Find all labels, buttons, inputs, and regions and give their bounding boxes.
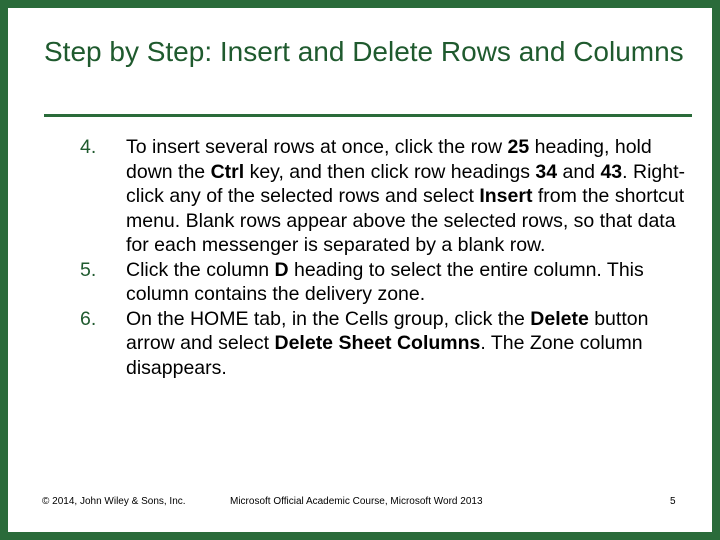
step-text-bold: 34 <box>535 160 558 183</box>
step-text-segment: heading to select the entire column. This column contains the delivery zone. <box>126 258 644 305</box>
step-item <box>80 135 690 258</box>
step-text-bold: Delete Sheet Columns <box>274 332 481 354</box>
step-text-bold: Insert <box>479 185 533 207</box>
steps-list <box>80 135 690 380</box>
step-text-segment: and <box>557 160 601 183</box>
step-item <box>80 258 690 307</box>
step-text-segment: heading, hold down the <box>126 136 652 183</box>
footer-copyright: © 2014, John Wiley & Sons, Inc. <box>42 496 186 507</box>
step-text-bold: 25 <box>507 136 530 158</box>
slide-title: Step by Step: Insert and Delete Rows and Columns <box>44 36 684 67</box>
step-text-bold: 43 <box>600 160 623 183</box>
page-number: 5 <box>670 496 676 507</box>
step-text <box>126 135 690 258</box>
step-number: 6. <box>80 307 97 330</box>
step-text-bold: D <box>274 258 289 281</box>
slide-footer <box>8 495 712 509</box>
step-number: 4. <box>80 136 97 158</box>
step-text <box>126 307 690 381</box>
step-text-bold: Ctrl <box>210 160 245 183</box>
step-number: 5. <box>80 258 97 281</box>
step-text-segment: button arrow and select <box>126 307 649 354</box>
step-text-segment: key, and then click row headings <box>244 160 536 183</box>
step-item <box>80 307 690 381</box>
title-divider <box>44 114 692 117</box>
step-text-segment: . Right-click any of the selected rows and select <box>126 160 686 207</box>
step-text <box>126 258 690 307</box>
step-text-segment: Click the column <box>126 258 275 281</box>
footer-course-title: Microsoft Official Academic Course, Microsoft Word 2013 <box>230 496 483 507</box>
step-text-segment: On the HOME tab, in the Cells group, click the <box>126 307 531 330</box>
step-text-segment: from the shortcut menu. Blank rows appear above the selected rows, so that data for each messenger is separated by a blank row. <box>126 185 685 256</box>
step-text-bold: Delete <box>530 307 589 330</box>
step-text-segment: . The Zone column disappears. <box>126 332 643 379</box>
step-text-segment: To insert several rows at once, click the row <box>126 136 508 158</box>
